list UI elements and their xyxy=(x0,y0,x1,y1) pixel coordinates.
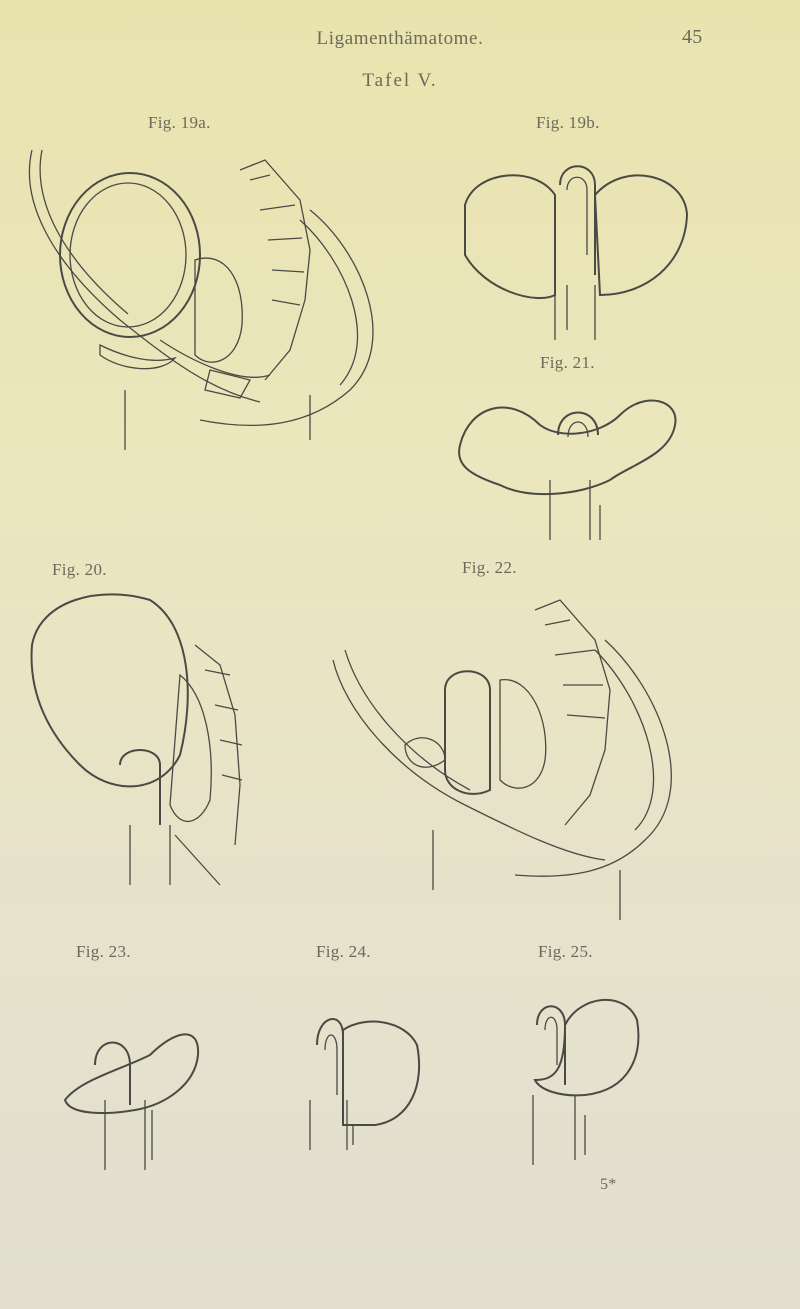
figure-22-drawing xyxy=(315,590,685,920)
figure-24-drawing xyxy=(305,1005,430,1155)
figure-label-22: Fig. 22. xyxy=(462,558,517,577)
footer-signature: 5* xyxy=(600,1176,617,1193)
running-head: Ligamenthämatome. xyxy=(316,28,484,49)
figure-label-19b: Fig. 19b. xyxy=(536,113,600,132)
figure-19b-drawing xyxy=(455,155,695,345)
figure-20-drawing xyxy=(20,585,250,890)
figure-21-drawing xyxy=(450,385,690,545)
figure-label-19a: Fig. 19a. xyxy=(148,113,211,132)
figure-label-21: Fig. 21. xyxy=(540,353,595,372)
figure-label-23: Fig. 23. xyxy=(76,942,131,961)
figure-label-25: Fig. 25. xyxy=(538,942,593,961)
figure-label-20: Fig. 20. xyxy=(52,560,107,579)
plate-title: Tafel V. xyxy=(362,70,438,91)
page-number: 45 xyxy=(682,26,703,48)
figure-label-24: Fig. 24. xyxy=(316,942,371,961)
figure-23-drawing xyxy=(60,1010,205,1175)
figure-25-drawing xyxy=(525,985,650,1170)
figure-19a-drawing xyxy=(10,140,395,460)
